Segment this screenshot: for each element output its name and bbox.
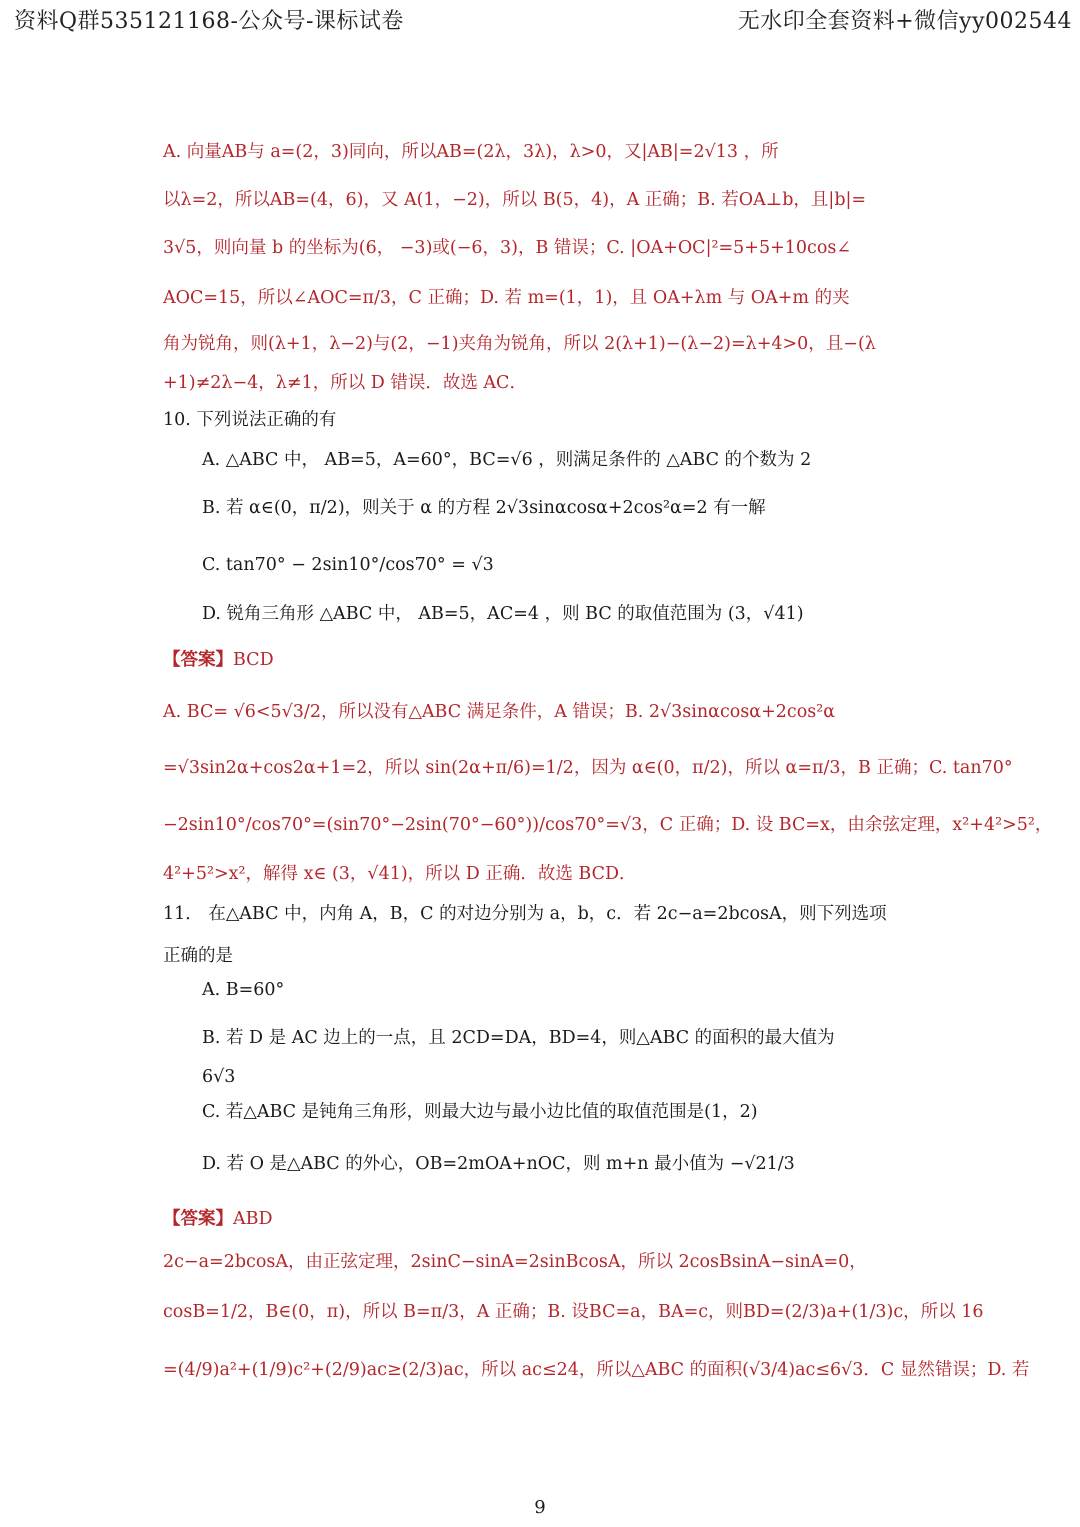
q11-answer-tag: 【答案】 xyxy=(163,1209,233,1229)
sol9-line-2: 以λ=2，所以AB=(4，6)，又 A(1，−2)，所以 B(5，4)，A 正确；B. 若OA⊥b，且|b|= xyxy=(163,190,867,210)
q11-solution-line-2: cosB=1/2，B∈(0，π)，所以 B=π/3，A 正确；B. 设BC=a，BA=c，则BD=(2/3)a+(1/3)c，所以 16 xyxy=(163,1302,984,1322)
q10-answer: BCD xyxy=(233,650,274,670)
q11-answer: ABD xyxy=(233,1209,273,1229)
q11-solution-line-3: =(4/9)a²+(1/9)c²+(2/9)ac≥(2/3)ac，所以 ac≤24，所以△ABC 的面积(√3/4)ac≤6√3．C 显然错误；D. 若 xyxy=(163,1360,1030,1380)
header-left-text: 资料Q群535121168-公众号-课标试卷 xyxy=(14,9,404,34)
q10-option-a: A. △ABC 中， AB=5，A=60°，BC=√6 ，则满足条件的 △ABC 的个数为 2 xyxy=(202,450,812,470)
q10-answer-line xyxy=(163,650,274,671)
q11-answer-line xyxy=(163,1209,273,1230)
q10-option-c: C. tan70° − 2sin10°/cos70° = √3 xyxy=(202,555,494,575)
sol9-line-6: +1)≠2λ−4，λ≠1，所以 D 错误．故选 AC． xyxy=(163,373,527,393)
q11-option-b: B. 若 D 是 AC 边上的一点，且 2CD=DA，BD=4，则△ABC 的面积的最大值为 xyxy=(202,1028,835,1048)
q10-option-b: B. 若 α∈(0，π/2)，则关于 α 的方程 2√3sinαcosα+2cos²α=2 有一解 xyxy=(202,498,766,518)
q10-solution-line-2: =√3sin2α+cos2α+1=2，所以 sin(2α+π/6)=1/2，因为 α∈(0，π/2)，所以 α=π/3，B 正确；C. tan70° xyxy=(163,758,1013,778)
sol9-line-1: A. 向量AB与 a=(2，3)同向，所以AB=(2λ，3λ)，λ>0，又|AB|=2√13 ，所 xyxy=(163,142,779,162)
q11-stem-line-1: 11． 在△ABC 中，内角 A，B，C 的对边分别为 a，b，c．若 2c−a=2bcosA，则下列选项 xyxy=(163,904,887,924)
q11-option-d: D. 若 O 是△ABC 的外心，OB=2mOA+nOC，则 m+n 最小值为 −√21/3 xyxy=(202,1154,795,1174)
q10-solution-line-3: −2sin10°/cos70°=(sin70°−2sin(70°−60°))/cos70°=√3，C 正确；D. 设 BC=x，由余弦定理，x²+4²>5²， xyxy=(163,815,1053,835)
q10-solution-line-1: A. BC= √6<5√3/2，所以没有△ABC 满足条件，A 错误；B. 2√3sinαcosα+2cos²α xyxy=(163,702,836,722)
q10-stem: 10. 下列说法正确的有 xyxy=(163,410,337,430)
q11-option-a: A. B=60° xyxy=(202,980,285,1000)
header-right-text: 无水印全套资料+微信yy002544 xyxy=(737,9,1072,34)
q10-option-d: D. 锐角三角形 △ABC 中， AB=5，AC=4 ，则 BC 的取值范围为 (3，√41) xyxy=(202,604,804,624)
page-number: 9 xyxy=(534,1497,546,1518)
sol9-line-4: AOC=15，所以∠AOC=π/3，C 正确；D. 若 m=(1，1)，且 OA+λm 与 OA+m 的夹 xyxy=(163,288,850,308)
q11-solution-line-1: 2c−a=2bcosA，由正弦定理，2sinC−sinA=2sinBcosA，所以 2cosBsinA−sinA=0， xyxy=(163,1252,867,1272)
q11-option-b-cont: 6√3 xyxy=(202,1067,236,1087)
q10-solution-line-4: 4²+5²>x²，解得 x∈ (3，√41)，所以 D 正确．故选 BCD． xyxy=(163,864,637,884)
sol9-line-5: 角为锐角，则(λ+1，λ−2)与(2，−1)夹角为锐角，所以 2(λ+1)−(λ−2)=λ+4>0，且−(λ xyxy=(163,334,876,354)
sol9-line-3: 3√5，则向量 b 的坐标为(6， −3)或(−6，3)，B 错误；C. |OA+OC|²=5+5+10cos∠ xyxy=(163,238,851,258)
q11-stem-line-2: 正确的是 xyxy=(163,946,233,966)
q11-option-c: C. 若△ABC 是钝角三角形，则最大边与最小边比值的取值范围是(1，2) xyxy=(202,1102,758,1122)
q10-answer-tag: 【答案】 xyxy=(163,650,233,670)
